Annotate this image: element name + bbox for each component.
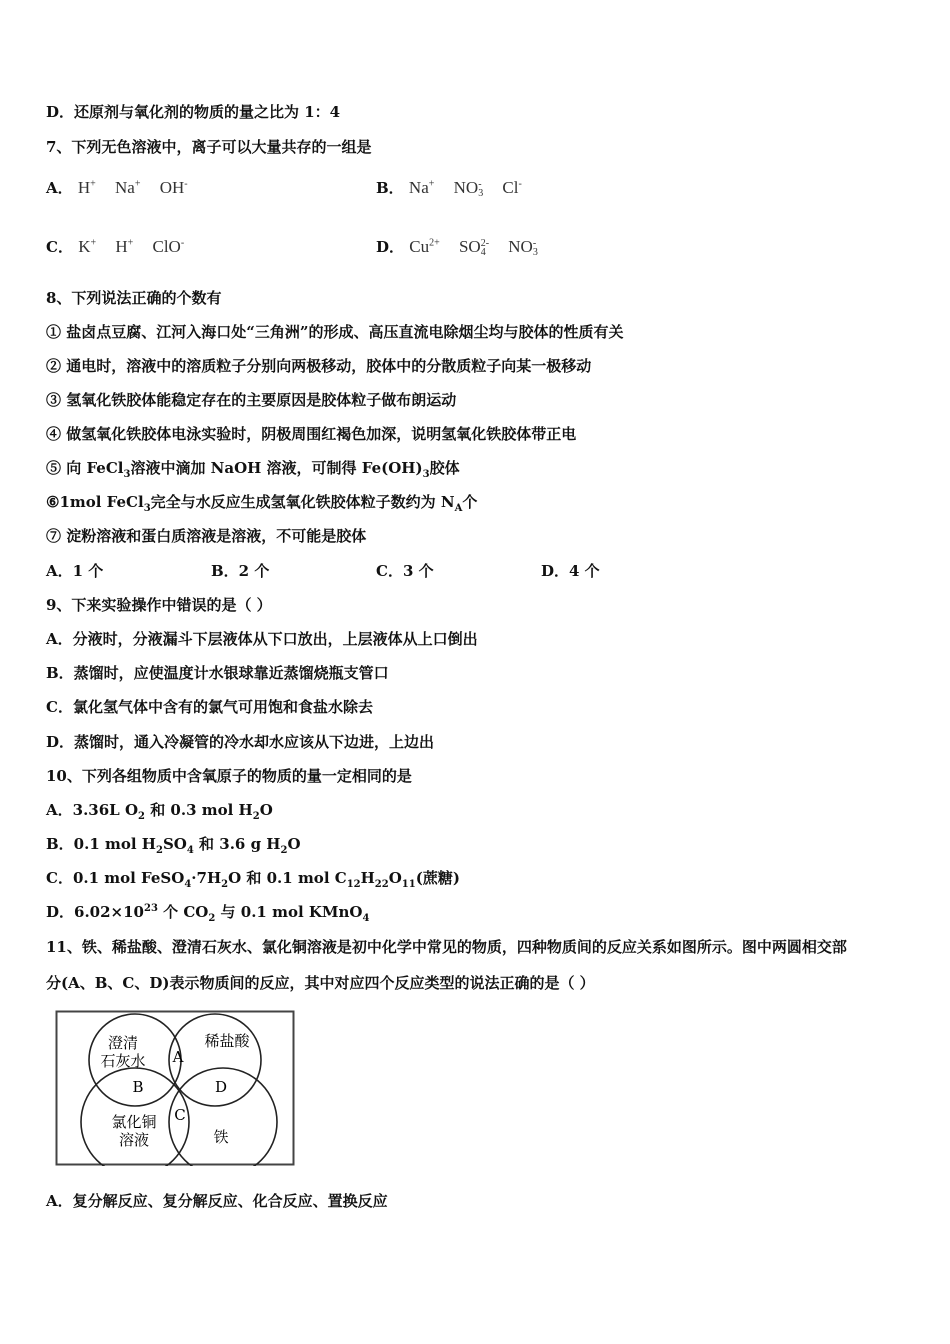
option-label: A． — [46, 179, 73, 197]
region-a: A — [172, 1048, 184, 1066]
option-label: D． — [376, 238, 405, 256]
ion: K+ — [78, 237, 97, 256]
ion: H+ — [77, 178, 96, 197]
ion: OH- — [159, 178, 188, 197]
label-hydrochloric-acid: 稀盐酸 — [204, 1032, 250, 1050]
q7-option-c — [46, 237, 198, 257]
q11-stem-line2: 分(A、B、C、D)表示物质间的反应，其中对应四个反应类型的说法正确的是（ ） — [46, 974, 595, 992]
ion: Na+ — [408, 178, 435, 197]
label-copper-chloride-1: 氯化铜 — [111, 1113, 157, 1131]
label-limewater-2: 石灰水 — [100, 1052, 146, 1070]
q7-option-b — [376, 178, 536, 198]
q8-option-d: D．4 个 — [541, 562, 600, 580]
ion: NO- 3 — [508, 237, 538, 259]
q8-statement-3: ③ 氢氧化铁胶体能稳定存在的主要原因是胶体粒子做布朗运动 — [46, 391, 457, 409]
q9-option-b: B．蒸馏时，应使温度计水银球靠近蒸馏烧瓶支管口 — [46, 664, 389, 682]
q6-option-d: D．还原剂与氧化剂的物质的量之比为 1：4 — [46, 103, 341, 121]
region-d: D — [214, 1078, 228, 1096]
q10-option-b: B．0.1 mol $H_2SO_4$ 和 3.6 g $H_2O$ — [46, 835, 301, 856]
label-iron: 铁 — [213, 1128, 229, 1146]
option-label: B． — [376, 179, 404, 197]
q9-stem: 9、下来实验操作中错误的是（ ） — [46, 596, 272, 614]
q7-option-d — [376, 237, 552, 257]
ion: Cl- — [502, 178, 522, 197]
q8-statement-6: ⑥1mol FeCl$_3$完全与水反应生成氢氧化铁胶体粒子数约为 $N_A$个 — [46, 493, 478, 514]
ion: SO2- 4 — [458, 237, 490, 259]
ion: $Cu^{2+}$ — [409, 237, 440, 256]
q8-option-c: C．3 个 — [376, 562, 434, 580]
option-label: C． — [46, 238, 73, 256]
region-c: C — [174, 1106, 186, 1124]
q8-stem: 8、下列说法正确的个数有 — [46, 289, 222, 307]
ion: Na+ — [115, 178, 141, 197]
q8-option-a: A．1 个 — [46, 562, 104, 580]
q8-statement-5: ⑤ 向 FeCl$_3$溶液中滴加 NaOH 溶液，可制得 $Fe(OH)_3$胶体 — [46, 459, 460, 480]
ion: ClO- — [152, 237, 185, 256]
label-copper-chloride-2: 溶液 — [118, 1131, 150, 1149]
label-limewater-1: 澄清 — [107, 1034, 139, 1052]
q7-stem: 7、下列无色溶液中，离子可以大量共存的一组是 — [46, 138, 372, 156]
q10-option-a: A．3.36L $O_2$ 和 0.3 mol $H_2O$ — [46, 801, 273, 822]
ion: H+ — [115, 237, 134, 256]
ion: NO- 3 — [453, 178, 484, 200]
q8-statement-1: ① 盐卤点豆腐、江河入海口处“三角洲”的形成、高压直流电除烟尘均与胶体的性质有关 — [46, 323, 624, 341]
q8-statement-4: ④ 做氢氧化铁胶体电泳实验时，阴极周围红褐色加深，说明氢氧化铁胶体带正电 — [46, 425, 577, 443]
q9-option-a: A．分液时，分液漏斗下层液体从下口放出，上层液体从上口倒出 — [46, 630, 478, 648]
q11-stem-line1: 11、铁、稀盐酸、澄清石灰水、氯化铜溶液是初中化学中常见的物质，四种物质间的反应关系如图所示。图中两圆相交部 — [46, 938, 847, 956]
q9-option-c: C．氯化氢气体中含有的氯气可用饱和食盐水除去 — [46, 698, 373, 716]
q10-option-d: D．$6.02\times 10^{23}$ 个 $CO_2$ 与 0.1 mol KMnO$_4$ — [46, 903, 370, 924]
q8-option-b: B．2 个 — [211, 562, 270, 580]
q10-option-c: C．0.1 mol $FeSO_4\cdot 7H_2O$ 和 0.1 mol $C_{12}H_{22}O_{11}$(蔗糖) — [46, 869, 460, 890]
region-b: B — [132, 1078, 144, 1096]
q11-option-a: A．复分解反应、复分解反应、化合反应、置换反应 — [46, 1192, 388, 1210]
q10-stem: 10、下列各组物质中含氧原子的物质的量一定相同的是 — [46, 767, 412, 785]
q8-statement-2: ② 通电时，溶液中的溶质粒子分别向两极移动，胶体中的分散质粒子向某一极移动 — [46, 357, 592, 375]
q8-statement-7: ⑦ 淀粉溶液和蛋白质溶液是溶液，不可能是胶体 — [46, 527, 367, 545]
q7-option-a — [46, 178, 202, 198]
q9-option-d: D．蒸馏时，通入冷凝管的冷水却水应该从下边进，上边出 — [46, 733, 435, 751]
venn-diagram — [55, 1010, 295, 1166]
